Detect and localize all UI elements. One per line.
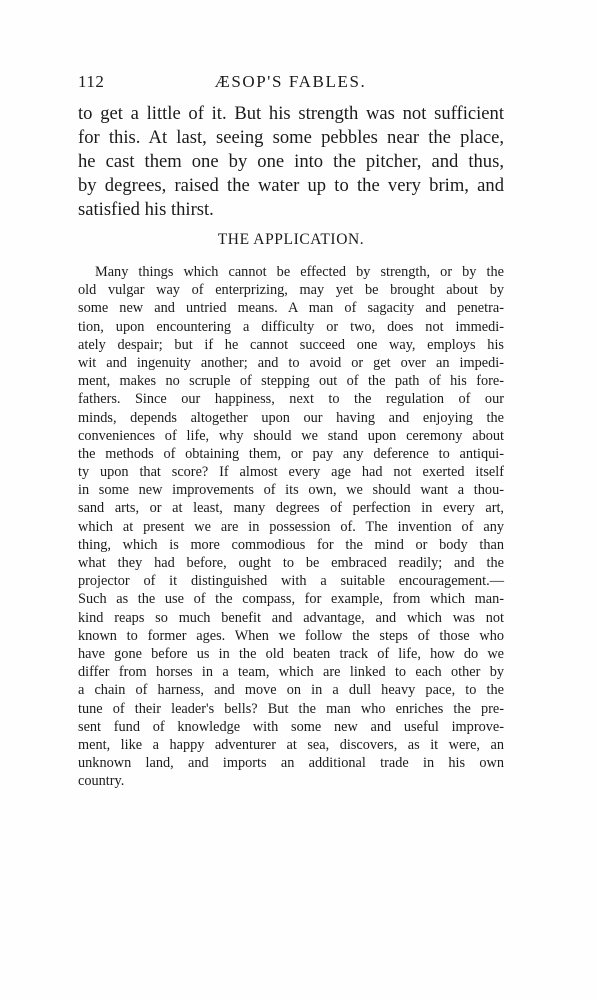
- application-text-line: fathers. Since our happiness, next to the regulation of our: [78, 391, 504, 408]
- application-text-line: sand arts, or at least, many degrees of perfection in every art,: [78, 500, 504, 517]
- application-text-line: Many things which cannot be effected by strength, or by the: [95, 264, 504, 280]
- running-title: ÆSOP'S FABLES.: [214, 72, 367, 91]
- application-text-line: country.: [78, 773, 125, 790]
- application-text-line: in some new improvements of its own, we should want a thou-: [78, 482, 504, 499]
- application-text-line: the methods of obtaining them, or pay any deference to antiqui-: [78, 445, 504, 462]
- application-text-line: projector of it distinguished with a suitable encouragement.—: [78, 573, 504, 590]
- application-text-line: kind reaps so much benefit and advantage, and which was not: [78, 609, 504, 626]
- application-text-line: what they had before, ought to be embraced readily; and the: [78, 555, 504, 571]
- application-text-line: ment, makes no scruple of stepping out of the path of his fore-: [78, 373, 504, 390]
- application-text-line: tion, upon encountering a difficulty or two, does not immedi-: [78, 318, 504, 335]
- page-number: 112: [78, 72, 105, 91]
- application-text-line: a chain of harness, and move on in a dull heavy pace, to the: [78, 682, 504, 699]
- fable-text-line: to get a little of it. But his strength was not sufficient: [78, 103, 504, 124]
- application-text-line: have gone before us in the old beaten track of life, how do we: [78, 645, 504, 662]
- application-text-line: ment, like a happy adventurer at sea, discovers, as it were, an: [78, 736, 504, 753]
- fable-text-line: by degrees, raised the water up to the very brim, and: [78, 175, 504, 196]
- application-text-line: which at present we are in possession of. The invention of any: [78, 518, 504, 535]
- application-text-line: wit and ingenuity another; and to avoid or get over an impedi-: [78, 354, 504, 371]
- fable-text: [78, 102, 504, 222]
- application-text-line: known to former ages. When we follow the steps of those who: [78, 627, 504, 644]
- application-text-line: minds, depends altogether upon our having and enjoying the: [78, 409, 504, 426]
- application-text: [78, 263, 504, 790]
- application-heading: THE APPLICATION.: [217, 231, 365, 248]
- application-text-line: tune of their leader's bells? But the man who enriches the pre-: [78, 700, 504, 717]
- application-text-line: some new and untried means. A man of sagacity and penetra-: [78, 300, 504, 317]
- application-text-line: ty upon that score? If almost every age had not exerted itself: [78, 464, 504, 481]
- application-text-line: conveniences of life, why should we stand upon ceremony about: [78, 427, 504, 444]
- application-text-line: thing, which is more commodious for the mind or body than: [78, 536, 504, 553]
- application-text-line: unknown land, and imports an additional trade in his own: [78, 755, 504, 772]
- application-text-line: ately despair; but if he cannot succeed one way, employs his: [78, 336, 504, 353]
- application-text-line: Such as the use of the compass, for example, from which man-: [78, 591, 504, 608]
- application-text-line: differ from horses in a team, which are linked to each other by: [78, 664, 504, 681]
- application-text-line: sent fund of knowledge with some new and useful improve-: [78, 718, 504, 735]
- page-header: [78, 72, 503, 94]
- fable-text-line: satisfied his thirst.: [78, 199, 214, 220]
- fable-text-line: he cast them one by one into the pitcher, and thus,: [78, 151, 504, 172]
- application-text-line: old vulgar way of enterprizing, may yet be brought about by: [78, 282, 504, 299]
- fable-text-line: for this. At last, seeing some pebbles near the place,: [78, 127, 504, 148]
